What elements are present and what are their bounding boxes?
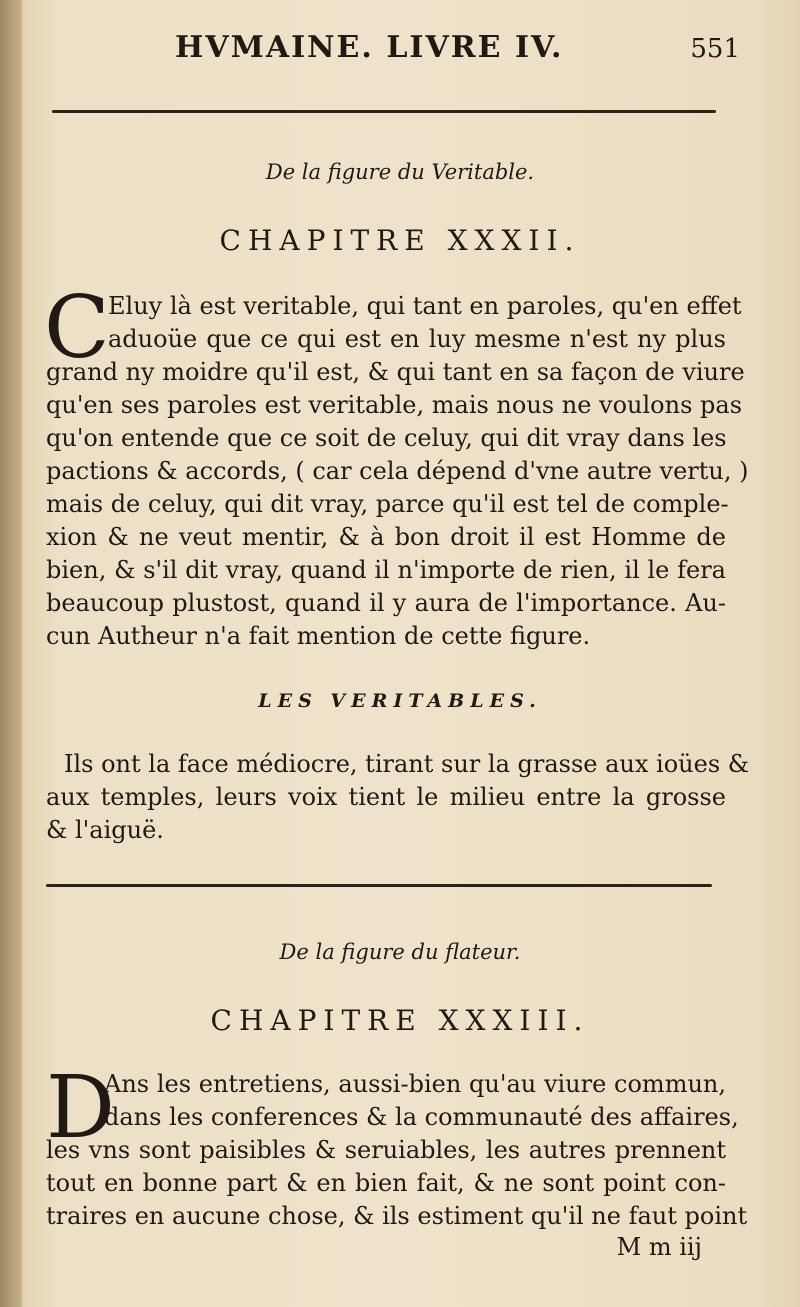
chapter-33-heading: CHAPITRE XXXIII. — [210, 1004, 590, 1037]
text-line: aduoüe que ce qui est en luy mesme n'est ny plus — [108, 325, 726, 353]
text-line: pactions & accords, ( car cela dépend d'vne autre vertu, ) — [46, 457, 749, 485]
text-line: & l'aiguë. — [46, 816, 164, 844]
text-line: cun Autheur n'a fait mention de cette figure. — [46, 622, 591, 650]
chapter-33-subtitle: De la figure du flateur. — [279, 940, 521, 964]
text-line: bien, & s'il dit vray, quand il n'importe de rien, il le fera — [46, 556, 726, 584]
text-line: les vns sont paisibles & seruiables, les autres prennent — [46, 1136, 726, 1164]
chapter-32-subtitle: De la figure du Veritable. — [265, 160, 535, 184]
chapter-32-dropcap: C — [44, 278, 110, 378]
page-number: 551 — [690, 34, 740, 64]
text-line: grand ny moidre qu'il est, & qui tant en sa façon de viure — [46, 358, 745, 386]
text-line: dans les conferences & la communauté des affaires, — [104, 1103, 739, 1131]
text-line: Eluy là est veritable, qui tant en paroles, qu'en effet — [108, 292, 742, 320]
chapter-32-heading: CHAPITRE XXXII. — [219, 224, 581, 257]
signature-mark: M m iij — [616, 1233, 702, 1261]
text-line: mais de celuy, qui dit vray, parce qu'il est tel de comple- — [46, 490, 729, 518]
text-line: beaucoup plustost, quand il y aura de l'importance. Au- — [46, 589, 726, 617]
text-line: qu'on entende que ce soit de celuy, qui dit vray dans les — [46, 424, 727, 452]
chapter-divider-rule — [46, 884, 712, 887]
text-line: Ans les entretiens, aussi-bien qu'au viure commun, — [104, 1070, 726, 1098]
running-head: HVMAINE. LIVRE IV. — [175, 30, 564, 65]
text-line: qu'en ses paroles est veritable, mais nous ne voulons pas — [46, 391, 743, 419]
binding-gutter — [0, 0, 22, 1307]
section-title: LES VERITABLES. — [258, 690, 542, 712]
chapter-33-body — [46, 1058, 748, 1233]
text-line: Ils ont la face médiocre, tirant sur la grasse aux ioües & — [64, 750, 750, 778]
text-line: xion & ne veut mentir, & à bon droit il est Homme de — [46, 523, 726, 551]
section-body — [46, 748, 750, 847]
chapter-32-body — [44, 278, 749, 653]
chapter-33-dropcap: D — [46, 1058, 115, 1158]
text-line: traires en aucune chose, & ils estiment qu'il ne faut point — [46, 1202, 748, 1230]
header-rule — [52, 110, 716, 113]
text-line: aux temples, leurs voix tient le milieu entre la grosse — [46, 783, 726, 811]
page-header — [175, 30, 740, 74]
text-line: tout en bonne part & en bien fait, & ne sont point con- — [46, 1169, 726, 1197]
